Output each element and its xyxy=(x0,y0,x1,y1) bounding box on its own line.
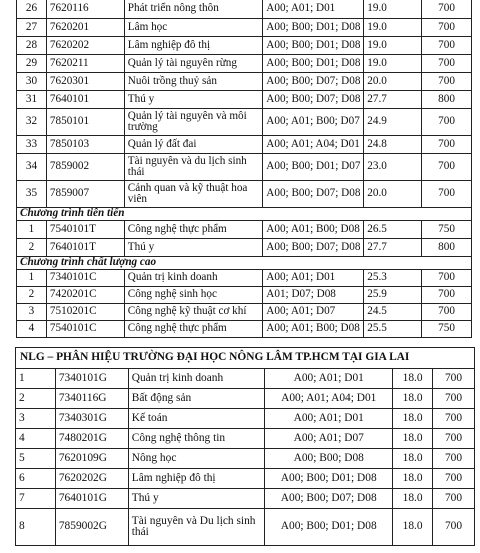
subject-combination: A00; B00; D01; D08 xyxy=(263,19,364,37)
table-row xyxy=(17,0,472,19)
table-row xyxy=(17,270,472,287)
subject-combination: A00; B00; D08 xyxy=(265,449,393,469)
program-code: 7540101C xyxy=(46,321,124,338)
program-name: Quản trị kinh doanh xyxy=(128,369,265,389)
admission-score: 18.0 xyxy=(393,429,433,449)
admission-score: 25.3 xyxy=(364,270,422,287)
program-name: Lâm nghiệp đô thị xyxy=(128,469,265,489)
program-name: Công nghệ kỹ thuật cơ khí xyxy=(124,304,263,321)
admission-score: 18.0 xyxy=(393,489,433,509)
subject-combination: A00; B00; D01; D08 xyxy=(265,509,393,546)
row-number: 29 xyxy=(17,55,47,73)
quota: 700 xyxy=(422,37,472,55)
program-code: 7640101G xyxy=(55,489,128,509)
row-number: 7 xyxy=(16,489,56,509)
subject-combination: A00; A01; A04; D01 xyxy=(265,389,393,409)
row-number: 8 xyxy=(16,509,56,546)
section-high-quality-program: Chương trình chất lượng cao xyxy=(17,257,472,270)
program-code: 7540101T xyxy=(46,221,124,239)
program-code: 7859002 xyxy=(46,154,124,181)
row-number: 2 xyxy=(16,389,56,409)
admission-score: 23.0 xyxy=(364,154,422,181)
program-name: Công nghệ sinh học xyxy=(124,287,263,304)
table-row xyxy=(17,55,472,73)
row-number: 3 xyxy=(17,304,47,321)
subject-combination: A00; A01; D01 xyxy=(263,0,364,19)
admission-score: 18.0 xyxy=(393,449,433,469)
row-number: 33 xyxy=(17,136,47,154)
table-row xyxy=(16,469,475,489)
table-row xyxy=(17,19,472,37)
subject-combination: A00; B00; D01; D08 xyxy=(263,55,364,73)
row-number: 2 xyxy=(17,239,47,257)
quota: 700 xyxy=(422,55,472,73)
subject-combination: A00; B00; D07; D08 xyxy=(263,73,364,91)
admission-score: 20.0 xyxy=(364,181,422,208)
program-name: Quản lý tài nguyên rừng xyxy=(124,55,263,73)
table-row xyxy=(16,369,475,389)
program-code: 7620116 xyxy=(46,0,124,19)
program-name: Thú y xyxy=(124,239,263,257)
table-row xyxy=(17,109,472,136)
program-code: 7850103 xyxy=(46,136,124,154)
quota: 750 xyxy=(422,321,472,338)
table-row xyxy=(17,136,472,154)
quota: 700 xyxy=(433,489,475,509)
row-number: 5 xyxy=(16,449,56,469)
program-code: 7340101G xyxy=(55,369,128,389)
quota: 700 xyxy=(422,136,472,154)
program-name: Cảnh quan và kỹ thuật hoa viên xyxy=(124,181,263,208)
gialai-header-row xyxy=(16,348,475,369)
quota: 700 xyxy=(422,270,472,287)
table-row xyxy=(16,409,475,429)
row-number: 1 xyxy=(17,221,47,239)
program-code: 7480201G xyxy=(55,429,128,449)
quota: 800 xyxy=(422,239,472,257)
row-number: 1 xyxy=(16,369,56,389)
program-code: 7340101C xyxy=(46,270,124,287)
row-number: 32 xyxy=(17,109,47,136)
quota: 700 xyxy=(422,73,472,91)
admission-table-gialai-body xyxy=(16,348,475,546)
subject-combination: A00; B00; D01; D08 xyxy=(263,37,364,55)
section-advanced-program: Chương trình tiên tiến xyxy=(17,208,472,221)
program-name: Tài nguyên và du lịch sinh thái xyxy=(124,154,263,181)
table-row xyxy=(17,37,472,55)
program-code: 7620202 xyxy=(46,37,124,55)
subject-combination: A00; A01; A04; D01 xyxy=(263,136,364,154)
admission-score: 19.0 xyxy=(364,19,422,37)
program-code: 7620202G xyxy=(55,469,128,489)
table-row xyxy=(16,489,475,509)
quota: 700 xyxy=(422,19,472,37)
table-row xyxy=(17,181,472,208)
program-name: Nông học xyxy=(128,449,265,469)
table-row xyxy=(17,91,472,109)
program-name: Lâm học xyxy=(124,19,263,37)
program-name: Thú y xyxy=(128,489,265,509)
program-code: 7340116G xyxy=(55,389,128,409)
admission-score: 25.9 xyxy=(364,287,422,304)
program-code: 7640101T xyxy=(46,239,124,257)
row-number: 1 xyxy=(17,270,47,287)
subject-combination: A00; A01; B00; D07 xyxy=(263,109,364,136)
subject-combination: A00; A01; D07 xyxy=(263,304,364,321)
program-code: 7850101 xyxy=(46,109,124,136)
program-code: 7620211 xyxy=(46,55,124,73)
program-name: Quản lý tài nguyên và môi trường xyxy=(124,109,263,136)
table-row xyxy=(16,509,475,546)
table-row xyxy=(17,73,472,91)
admission-score: 24.5 xyxy=(364,304,422,321)
quota: 700 xyxy=(433,409,475,429)
quota: 700 xyxy=(422,154,472,181)
quota: 700 xyxy=(422,181,472,208)
admission-score: 27.7 xyxy=(364,239,422,257)
section-advanced-program-row xyxy=(17,208,472,221)
program-code: 7859002G xyxy=(55,509,128,546)
row-number: 34 xyxy=(17,154,47,181)
program-name: Bất động sản xyxy=(128,389,265,409)
row-number: 28 xyxy=(17,37,47,55)
subject-combination: A00; A01; D01 xyxy=(263,270,364,287)
admission-score: 19.0 xyxy=(364,37,422,55)
program-name: Quản trị kinh doanh xyxy=(124,270,263,287)
table-row xyxy=(17,287,472,304)
program-code: 7420201C xyxy=(46,287,124,304)
table-row xyxy=(16,429,475,449)
row-number: 2 xyxy=(17,287,47,304)
quota: 800 xyxy=(422,91,472,109)
table-row xyxy=(17,321,472,338)
quota: 700 xyxy=(422,287,472,304)
admission-score: 25.5 xyxy=(364,321,422,338)
program-code: 7620201 xyxy=(46,19,124,37)
row-number: 4 xyxy=(17,321,47,338)
admission-score: 18.0 xyxy=(393,389,433,409)
quota: 700 xyxy=(433,389,475,409)
admission-table-gialai xyxy=(15,347,475,546)
row-number: 35 xyxy=(17,181,47,208)
program-name: Kế toán xyxy=(128,409,265,429)
subject-combination: A00; B00; D07; D08 xyxy=(265,489,393,509)
admission-score: 26.5 xyxy=(364,221,422,239)
program-name: Nuôi trồng thuỷ sản xyxy=(124,73,263,91)
subject-combination: A01; D07; D08 xyxy=(263,287,364,304)
program-name: Công nghệ thông tin xyxy=(128,429,265,449)
admission-score: 24.9 xyxy=(364,109,422,136)
row-number: 3 xyxy=(16,409,56,429)
quota: 700 xyxy=(422,304,472,321)
admission-score: 18.0 xyxy=(393,409,433,429)
gialai-header: NLG – PHÂN HIỆU TRƯỜNG ĐẠI HỌC NÔNG LÂM TP.HCM TẠI GIA LAI xyxy=(16,348,475,369)
program-name: Tài nguyên và Du lịch sinh thái xyxy=(128,509,265,546)
admission-score: 18.0 xyxy=(393,369,433,389)
row-number: 31 xyxy=(17,91,47,109)
table-row xyxy=(16,389,475,409)
quota: 700 xyxy=(433,449,475,469)
row-number: 27 xyxy=(17,19,47,37)
quota: 700 xyxy=(433,429,475,449)
admission-score: 20.0 xyxy=(364,73,422,91)
admission-score: 18.0 xyxy=(393,469,433,489)
quota: 750 xyxy=(422,221,472,239)
admission-score: 19.0 xyxy=(364,55,422,73)
quota: 700 xyxy=(433,369,475,389)
program-name: Công nghệ thực phẩm xyxy=(124,221,263,239)
row-number: 30 xyxy=(17,73,47,91)
program-code: 7859007 xyxy=(46,181,124,208)
subject-combination: A00; B00; D01; D07 xyxy=(263,154,364,181)
quota: 700 xyxy=(433,509,475,546)
row-number: 6 xyxy=(16,469,56,489)
subject-combination: A00; A01; B00; D08 xyxy=(263,221,364,239)
subject-combination: A00; B00; D01; D08 xyxy=(265,469,393,489)
admission-score: 27.7 xyxy=(364,91,422,109)
row-number: 4 xyxy=(16,429,56,449)
quota: 700 xyxy=(422,0,472,19)
admission-score: 18.0 xyxy=(393,509,433,546)
table-row xyxy=(17,221,472,239)
program-code: 7340301G xyxy=(55,409,128,429)
program-code: 7640101 xyxy=(46,91,124,109)
program-name: Lâm nghiệp đô thị xyxy=(124,37,263,55)
table-row xyxy=(17,239,472,257)
admission-score: 24.8 xyxy=(364,136,422,154)
subject-combination: A00; B00; D07; D08 xyxy=(263,181,364,208)
quota: 700 xyxy=(433,469,475,489)
table-row xyxy=(17,304,472,321)
subject-combination: A00; A01; D01 xyxy=(265,369,393,389)
section-high-quality-program-row xyxy=(17,257,472,270)
table-row xyxy=(16,449,475,469)
subject-combination: A00; B00; D07; D08 xyxy=(263,91,364,109)
admission-score: 19.0 xyxy=(364,0,422,19)
quota: 700 xyxy=(422,109,472,136)
program-name: Phát triển nông thôn xyxy=(124,0,263,19)
subject-combination: A00; B00; D07; D08 xyxy=(263,239,364,257)
program-code: 7620301 xyxy=(46,73,124,91)
program-code: 7620109G xyxy=(55,449,128,469)
program-name: Quản lý đất đai xyxy=(124,136,263,154)
row-number: 26 xyxy=(17,0,47,19)
program-code: 7510201C xyxy=(46,304,124,321)
subject-combination: A00; A01; B00; D08 xyxy=(263,321,364,338)
table-row xyxy=(17,154,472,181)
program-name: Thú y xyxy=(124,91,263,109)
program-name: Công nghệ thực phẩm xyxy=(124,321,263,338)
subject-combination: A00; A01; D01 xyxy=(265,409,393,429)
subject-combination: A00; A01; D07 xyxy=(265,429,393,449)
admission-table-main-body xyxy=(17,0,472,338)
admission-table-main xyxy=(16,0,472,338)
